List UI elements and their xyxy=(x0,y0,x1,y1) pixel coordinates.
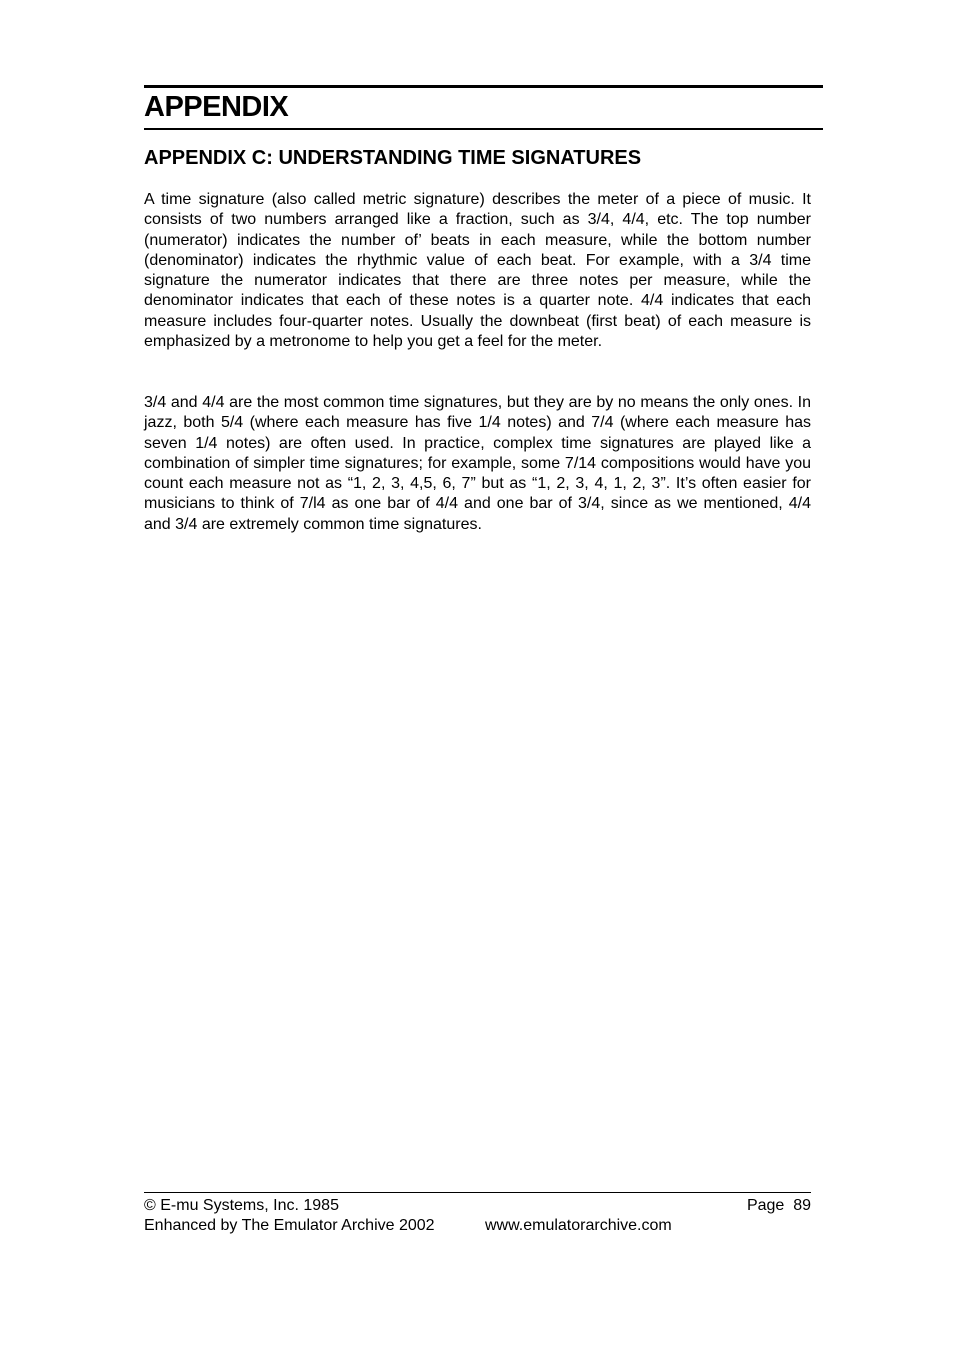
page-number: Page 89 xyxy=(746,1197,811,1214)
top-rule xyxy=(144,85,823,88)
section-title: APPENDIX C: UNDERSTANDING TIME SIGNATURES xyxy=(144,147,642,169)
enhanced-by-text: Enhanced by The Emulator Archive 2002 xyxy=(144,1217,435,1234)
copyright-text: © E-mu Systems, Inc. 1985 xyxy=(144,1197,339,1214)
paragraph-2: 3/4 and 4/4 are the most common time signatures, but they are by no means the only ones. In jazz, both 5/4 (where each measure has five 1/4 notes) and 7/4 (where each measure has seven 1/4 notes) are often used. In practice, complex time signatures are played like a combination of simpler time signatures; for example, some 7/14 compositions would have you count each measure not as “1, 2, 3, 4,5, 6, 7” but as “1, 2, 3, 4, 1, 2, 3”. It’s often easier for musicians to think of 7/l4 as one bar of 4/4 and one bar of 3/4, since as we mentioned, 4/4 and 3/4 are extremely common time signatures. xyxy=(144,394,811,533)
title-rule xyxy=(144,128,823,130)
paragraph-1: A time signature (also called metric signature) describes the meter of a piece of music. It consists of two numbers arranged like a fraction, such as 3/4, 4/4, etc. The top number (numerator) indicates the number of’ beats in each measure, while the bottom number (denominator) indicates the rhythmic value of each beat. For example, with a 3/4 time signature the numerator indicates that there are three notes per measure, while the denominator indicates that each of these notes is a quarter note. 4/4 indicates that each measure includes four-quarter notes. Usually the downbeat (first beat) of each measure is emphasized by a metronome to help you get a feel for the meter. xyxy=(144,191,811,351)
website-link[interactable]: www.emulatorarchive.com xyxy=(485,1217,672,1234)
document-page xyxy=(144,0,823,1351)
page-title: APPENDIX xyxy=(144,91,289,123)
footer-rule xyxy=(144,1192,811,1193)
